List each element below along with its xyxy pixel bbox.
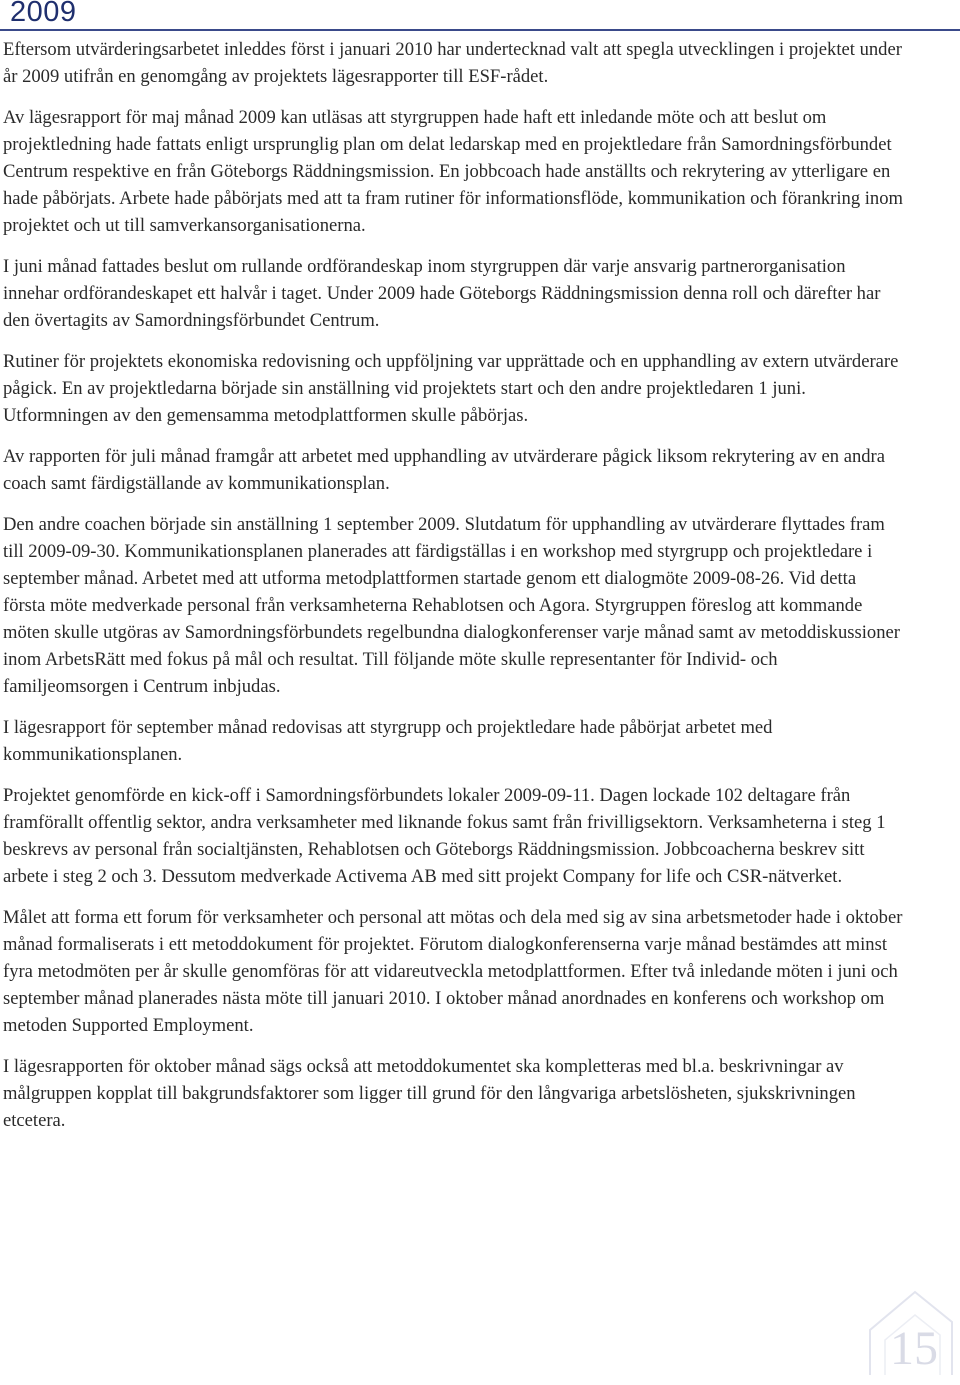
paragraph: I lägesrapport för september månad redovisas att styrgrupp och projektledare hade påbörjat arbetet med kommunikationsplanen. bbox=[3, 717, 773, 765]
page-number: 15 bbox=[890, 1322, 938, 1375]
section-header bbox=[0, 0, 960, 28]
paragraph: Av lägesrapport för maj månad 2009 kan utläsas att styrgruppen hade haft ett inledande möte och att beslut om projektledning hade fattats enligt ursprunglig plan om delat ledarskap med en projektledare från Samordningsförbundet Centrum respektive en från Göteborgs Räddningsmission. En jobbcoach hade anställts och rekrytering av ytterligare en hade påbörjats. Arbete hade påbörjats med att ta fram rutiner för informationsflöde, kommunikation och förankring inom projektet och ut till samverkansorganisationerna. bbox=[3, 107, 903, 236]
paragraph: Av rapporten för juli månad framgår att arbetet med upphandling av utvärderare pågick liksom rekrytering av en andra coach samt färdigställande av kommunikationsplan. bbox=[3, 446, 885, 494]
heading-rule bbox=[0, 29, 960, 31]
paragraph: I juni månad fattades beslut om rullande ordförandeskap inom styrgruppen där varje ansvarig partnerorganisation innehar ordförandeskapet ett halvår i taget. Under 2009 hade Göteborgs Räddningsmission denna roll och därefter har den övertagits av Samordningsförbundet Centrum. bbox=[3, 256, 881, 331]
paragraph: Rutiner för projektets ekonomiska redovisning och uppföljning var upprättade och en upphandling av extern utvärderare pågick. En av projektledarna började sin anställning vid projektets start och den andre projektledaren 1 juni. Utformningen av den gemensamma metodplattformen skulle påbörjas. bbox=[3, 351, 899, 426]
paragraph: Målet att forma ett forum för verksamheter och personal att mötas och dela med sig av sina arbetsmetoder hade i oktober månad formaliserats i ett metoddokument för projektet. Förutom dialogkonferenserna varje månad bestämdes att minst fyra metodmöten per år skulle genomföras för att vidareutveckla metodplattformen. Efter två inledande möten i juni och september månad planerades nästa möte till januari 2010. I oktober månad anordnades en konferens och workshop om metoden Supported Employment. bbox=[3, 907, 903, 1036]
body-text bbox=[3, 36, 903, 1148]
paragraph: Eftersom utvärderingsarbetet inleddes först i januari 2010 har undertecknad valt att spegla utvecklingen i projektet under år 2009 utifrån en genomgång av projektets lägesrapporter till ESF-rådet. bbox=[3, 39, 902, 87]
paragraph: Projektet genomförde en kick-off i Samordningsförbundets lokaler 2009-09-11. Dagen lockade 102 deltagare från framförallt offentlig sektor, andra verksamheter med liknande fokus samt från frivilligsektorn. Verksamheterna i steg 1 beskrevs av personal från socialtjänsten, Rehablotsen och Göteborgs Räddningsmission. Jobbcoacherna beskrev sitt arbete i steg 2 och 3. Dessutom medverkade Activema AB med sitt projekt Company for life och CSR-nätverket. bbox=[3, 785, 886, 887]
section-heading: 2009 bbox=[10, 0, 77, 28]
paragraph: I lägesrapporten för oktober månad sägs också att metoddokumentet ska kompletteras med bl.a. beskrivningar av målgruppen kopplat till bakgrundsfaktorer som ligger till grund för den långvariga arbetslösheten, sjukskrivningen etcetera. bbox=[3, 1056, 856, 1131]
paragraph: Den andre coachen började sin anställning 1 september 2009. Slutdatum för upphandling av utvärderare flyttades fram till 2009-09-30. Kommunikationsplanen planerades att färdigställas i en workshop med styrgrupp och projektledare i september månad. Arbetet med att utforma metodplattformen startade genom ett dialogmöte 2009-08-26. Vid detta första möte medverkade personal från verksamheterna Rehablotsen och Agora. Styrgruppen föreslog att kommande möten skulle utgöras av Samordningsförbundets regelbundna dialogkonferenser varje månad samt av metoddiskussioner inom ArbetsRätt med fokus på mål och resultat. Till följande möte skulle representanter för Individ- och familjeomsorgen i Centrum inbjudas. bbox=[3, 514, 900, 697]
